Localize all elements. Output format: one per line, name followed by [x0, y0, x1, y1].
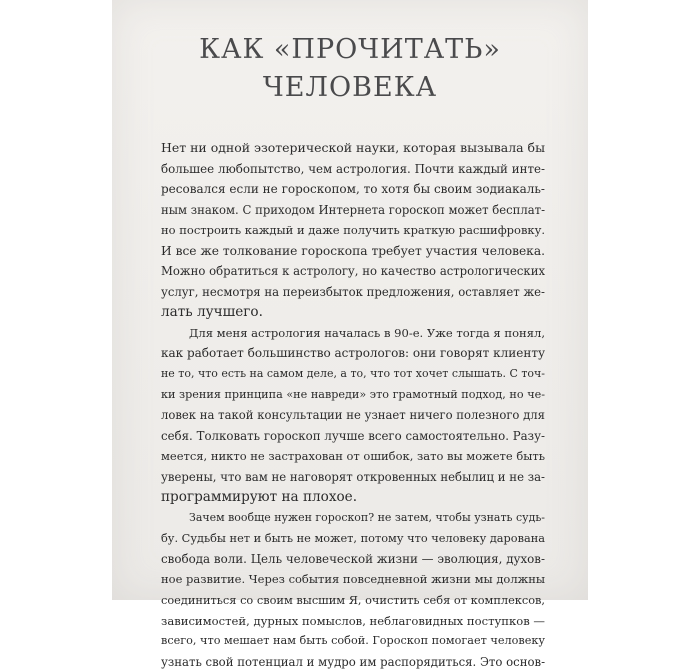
text-line: не то, что есть на самом деле, а то, что тот хочет слышать. С точ-: [161, 367, 545, 381]
text-line: ловек на такой консультации не узнает ничего полезного для: [161, 408, 545, 423]
text-line: но построить каждый и даже получить краткую расшифровку.: [161, 223, 545, 238]
text-line: зависимостей, дурных помыслов, неблаговидных поступков —: [161, 613, 545, 628]
text-line: программируют на плохое.: [161, 489, 358, 506]
text-line: Нет ни одной эзотерической науки, которая вызывала бы: [161, 140, 545, 155]
chapter-title-line-1: КАК «ПРОЧИТАТЬ»: [199, 34, 501, 65]
text-line: уверены, что вам не наговорят откровенных небылиц и не за-: [161, 469, 545, 484]
text-line: соединиться со своим высшим Я, очистить себя от комплексов,: [161, 593, 545, 608]
text-line: ное развитие. Через события повседневной жизни мы должны: [161, 572, 545, 587]
chapter-title-line-2: ЧЕЛОВЕКА: [262, 72, 438, 103]
text-line: узнать свой потенциал и мудро им распорядиться. Это основ-: [161, 654, 546, 669]
text-line: себя. Толковать гороскоп лучше всего самостоятельно. Разу-: [161, 428, 545, 443]
text-line: меется, никто не застрахован от ошибок, зато вы можете быть: [161, 449, 545, 464]
text-line: большее любопытство, чем астрология. Почти каждый инте-: [161, 161, 545, 176]
text-line: свобода воли. Цель человеческой жизни — эволюция, духов-: [161, 551, 545, 566]
text-line: Для меня астрология началась в 90-е. Уже тогда я понял,: [189, 325, 546, 340]
text-line: ресовался если не гороскопом, то хотя бы своим зодиакаль-: [161, 182, 545, 197]
text-line: как работает большинство астрологов: они говорят клиенту: [161, 346, 546, 361]
text-line: лать лучшего.: [161, 304, 263, 321]
text-line: Можно обратиться к астрологу, но качество астрологических: [161, 264, 545, 279]
text-line: услуг, несмотря на переизбыток предложения, оставляет же-: [161, 284, 545, 299]
text-line: Зачем вообще нужен гороскоп? не затем, чтобы узнать судь-: [189, 510, 545, 524]
text-line: бу. Судьбы нет и быть не может, потому что человеку дарована: [161, 531, 545, 546]
text-line: всего, что мешает нам быть собой. Гороскоп помогает человеку: [161, 634, 545, 648]
text-line: И все же толкование гороскопа требует участия человека.: [161, 243, 545, 258]
text-line: ки зрения принципа «не навреди» это грамотный подход, но че-: [161, 387, 545, 401]
book-page: [112, 0, 588, 669]
text-line: ным знаком. С приходом Интернета гороскоп может бесплат-: [161, 202, 545, 217]
body-text: [161, 138, 545, 672]
